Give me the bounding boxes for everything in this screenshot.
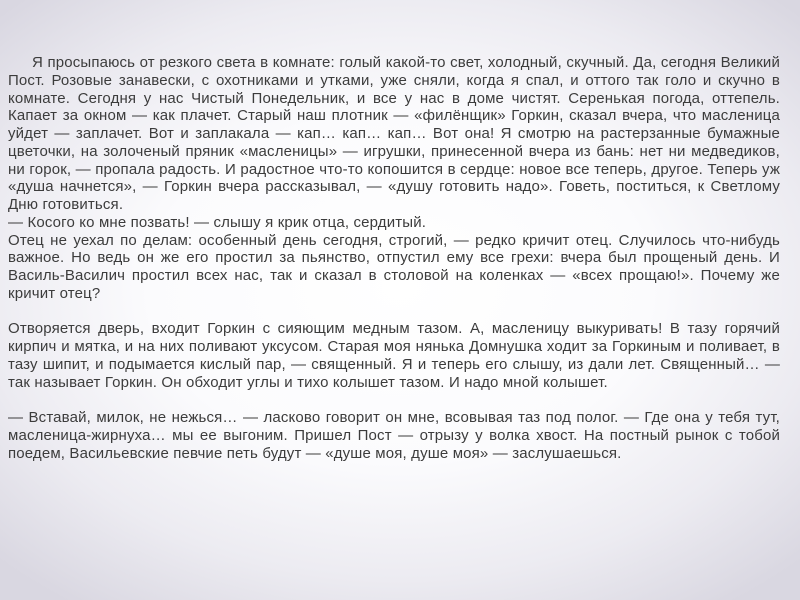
paragraph-father-stays: Отец не уехал по делам: особенный день сегодня, строгий, — редко кричит отец. Случилось что-нибудь важное. Но ведь он же его простил за пьянство, отпустил ему все грехи: вчера был прощеный день. И Василь-Василич простил всех нас, так и сказал в столовой на коленках — «всех прощаю!». Почему же кричит отец? [8, 231, 780, 302]
paragraph-father-shout: — Косого ко мне позвать! — слышу я крик отца, сердитый. [8, 213, 427, 231]
paragraph-wake-up: — Вставай, милок, не нежься… — ласково говорит он мне, всовывая таз под полог. — Где она у тебя тут, масленица-жирнуха… мы ее выгоним. Пришел Пост — отрызу у волка хвост. На постный рынок с тобой поедем, Васильевские певчие петь будут — «душе моя, душе моя» — заслушаешься. [8, 409, 780, 462]
paragraph-awakening: Я просыпаюсь от резкого света в комнате: голый какой-то свет, холодный, скучный. Да, сегодня Великий Пост. Розовые занавески, с охотниками и утками, уже сняли, когда я спал, и оттого так голо и скучно в комнате. Сегодня у нас Чистый Понедельник, и все у нас в доме чистят. Серенькая погода, оттепель. Капает за окном — как плачет. Старый наш плотник — «филёнщик» Горкин, сказал вчера, что масленица уйдет — заплачет. Вот и заплакала — кап… кап… кап… Вот она! Я смотрю на растерзанные бумажные цветочки, на золоченый пряник «масленицы» — игрушки, принесенной вчера из бань: нет ни медведиков, ни горок, — пропала радость. И радостное что-то копошится в сердце: новое все теперь, другое. Теперь уж «душа начнется», — Горкин вчера рассказывал, — «душу готовить надо». Говеть, поститься, к Светлому Дню готовиться. [8, 54, 780, 213]
paragraph-gorkin-basin: Отворяется дверь, входит Горкин с сияющим медным тазом. А, масленицу выкуривать! В тазу горячий кирпич и мятка, и на них поливают уксусом. Старая моя нянька Домнушка ходит за Горкиным и поливает, в тазу шипит, и подымается кислый пар, — священный. Я и теперь его слышу, из дали лет. Священный… — так называет Горкин. Он обходит углы и тихо колышет тазом. И надо мной колышет. [8, 320, 780, 391]
text-block [8, 54, 780, 462]
